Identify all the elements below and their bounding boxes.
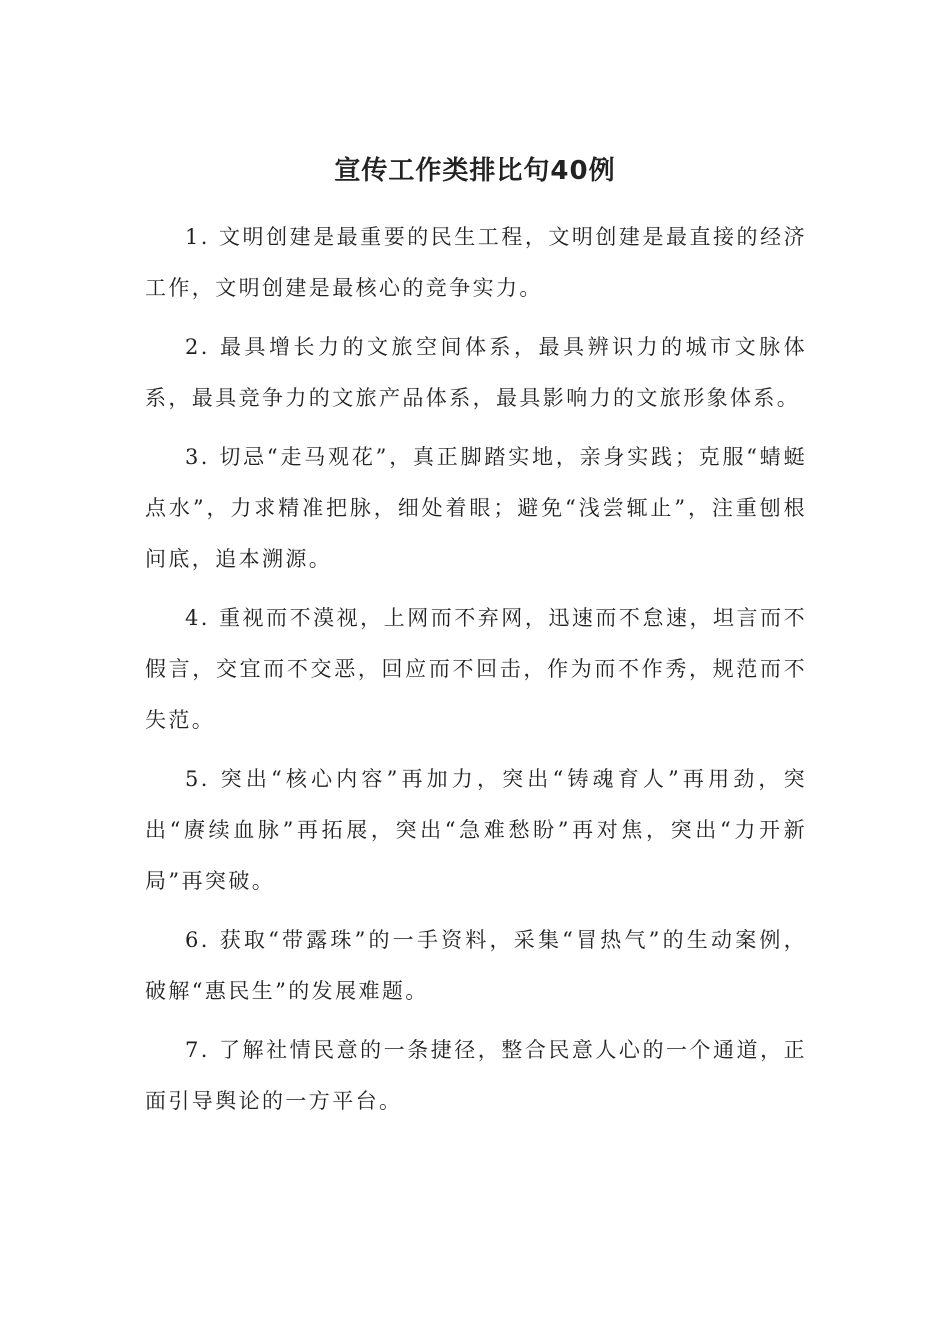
paragraph-3: 3. 切忌“走马观花”，真正脚踏实地，亲身实践；克服“蜻蜓点水”，力求精准把脉，细处着眼；避免“浅尝辄止”，注重刨根问底，追本溯源。 xyxy=(145,445,807,571)
paragraph-1: 1. 文明创建是最重要的民生工程，文明创建是最直接的经济工作，文明创建是最核心的竞争实力。 xyxy=(145,225,807,300)
paragraph-7: 7. 了解社情民意的一条捷径，整合民意人心的一个通道，正面引导舆论的一方平台。 xyxy=(145,1038,807,1113)
paragraph-6: 6. 获取“带露珠”的一手资料，采集“冒热气”的生动案例，破解“惠民生”的发展难题。 xyxy=(145,928,807,1003)
paragraph-2: 2. 最具增长力的文旅空间体系，最具辨识力的城市文脉体系，最具竞争力的文旅产品体系，最具影响力的文旅形象体系。 xyxy=(145,335,807,410)
paragraph-5: 5. 突出“核心内容”再加力，突出“铸魂育人”再用劲，突出“赓续血脉”再拓展，突出“急难愁盼”再对焦，突出“力开新局”再突破。 xyxy=(145,767,807,893)
paragraph-4: 4. 重视而不漠视，上网而不弃网，迅速而不怠速，坦言而不假言，交宜而不交恶，回应而不回击，作为而不作秀，规范而不失范。 xyxy=(145,606,807,732)
document-title: 宣传工作类排比句40例 xyxy=(334,156,616,186)
document-body xyxy=(145,212,807,1135)
